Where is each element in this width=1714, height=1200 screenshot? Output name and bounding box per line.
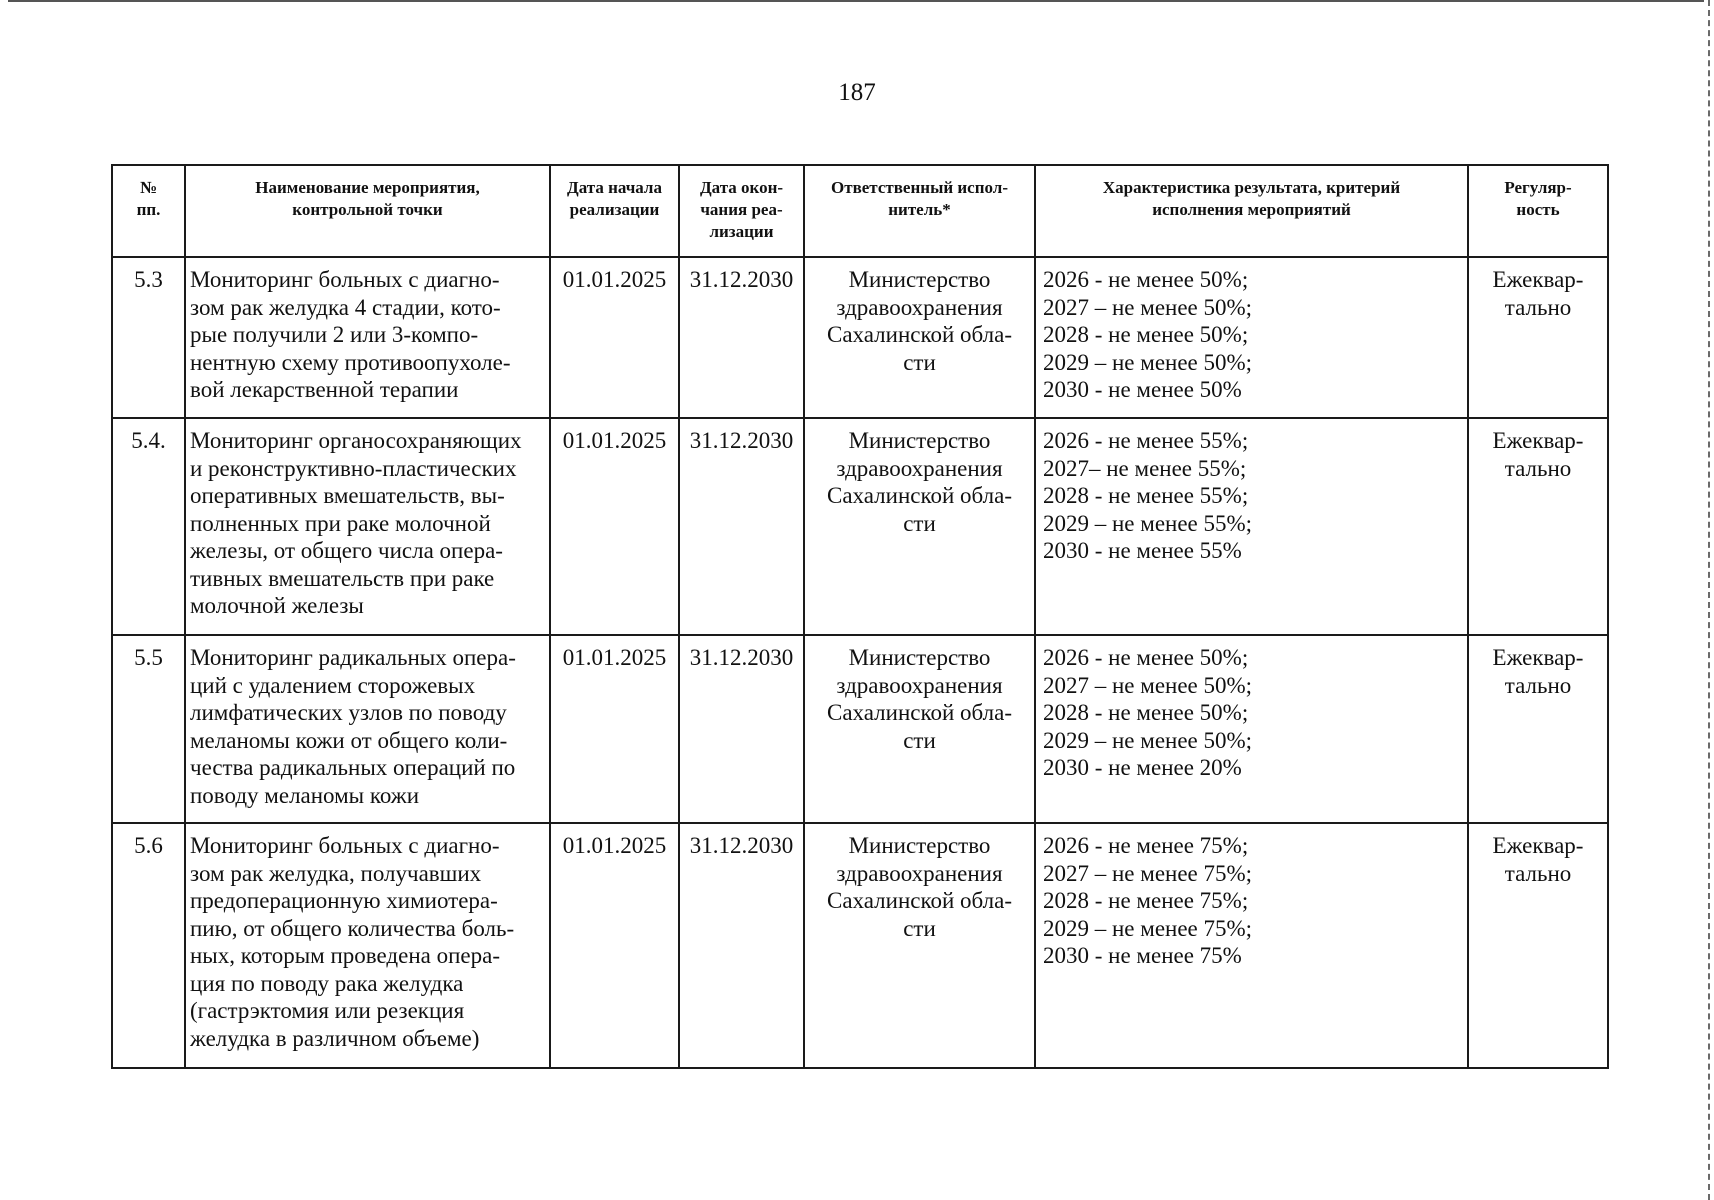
executor-line: сти — [903, 727, 936, 753]
start-date-cell — [550, 635, 679, 823]
result-line: 2028 - не менее 50%; — [1043, 322, 1249, 347]
executor-line: здравоохранения — [836, 860, 1003, 886]
regularity-line: Ежеквар- — [1492, 645, 1584, 670]
executor-line: здравоохранения — [836, 455, 1003, 481]
result-line: 2029 – не менее 50%; — [1043, 727, 1253, 753]
regularity-line: Ежеквар- — [1492, 833, 1584, 858]
table-row — [112, 823, 1608, 1068]
result-cell — [1035, 418, 1468, 635]
executor-line: Министерство — [848, 645, 991, 670]
table-row — [112, 418, 1608, 635]
regularity-cell — [1468, 418, 1608, 635]
measure-name-line: зом рак желудка, получавших — [190, 860, 482, 886]
executor-line: Сахалинской обла- — [827, 888, 1012, 913]
measure-name-line: полненных при раке молочной — [190, 510, 491, 536]
measure-name-line: желудка в различном объеме) — [190, 1025, 480, 1051]
end-date-cell — [679, 635, 804, 823]
header-name — [185, 165, 550, 257]
table-row — [112, 257, 1608, 418]
measure-name-line: железы, от общего числа опера- — [190, 538, 503, 563]
executor-line: здравоохранения — [836, 294, 1003, 320]
executor-line: сти — [903, 915, 936, 941]
header-executor-line: нитель* — [888, 200, 951, 220]
end-date: 31.12.2030 — [689, 428, 794, 453]
executor-line: здравоохранения — [836, 672, 1003, 698]
measure-name-line: (гастрэктомия или резекция — [190, 998, 465, 1023]
result-line: 2030 - не менее 50% — [1043, 377, 1242, 402]
header-result — [1035, 165, 1468, 257]
result-line: 2029 – не менее 55%; — [1043, 510, 1253, 536]
row-number: 5.3 — [134, 267, 163, 292]
result-line: 2027 – не менее 75%; — [1043, 860, 1253, 886]
header-executor-line: Ответственный испол- — [831, 178, 1008, 197]
start-date-cell — [550, 418, 679, 635]
result-line: 2028 - не менее 50%; — [1043, 700, 1249, 725]
regularity-line: тально — [1504, 860, 1572, 886]
regularity-line: тально — [1504, 672, 1572, 698]
result-cell — [1035, 823, 1468, 1068]
executor-line: Сахалинской обла- — [827, 700, 1012, 725]
start-date: 01.01.2025 — [562, 833, 667, 858]
measure-name-line: и реконструктивно-пластических — [190, 455, 517, 481]
result-line: 2027 – не менее 50%; — [1043, 672, 1253, 698]
measure-name-line: оперативных вмешательств, вы- — [190, 483, 505, 508]
row-number: 5.6 — [134, 833, 163, 858]
measure-name-line: ция по поводу рака желудка — [190, 970, 464, 996]
header-start-line: реализации — [569, 200, 660, 220]
regularity-line: тально — [1504, 294, 1572, 320]
executor-cell — [804, 257, 1035, 418]
result-line: 2029 – не менее 50%; — [1043, 349, 1253, 375]
executor-line: Министерство — [848, 428, 991, 453]
scan-edge-top — [8, 0, 1704, 2]
row-number-cell — [112, 823, 185, 1068]
end-date-cell — [679, 418, 804, 635]
end-date: 31.12.2030 — [689, 267, 794, 292]
header-name-line: Наименование мероприятия, — [255, 178, 480, 197]
result-cell — [1035, 257, 1468, 418]
measure-name-line: предоперационную химиотера- — [190, 888, 498, 913]
measure-name-line: Мониторинг больных с диагно- — [190, 833, 500, 858]
measure-name-line: молочной железы — [190, 593, 364, 618]
result-line: 2026 - не менее 75%; — [1043, 833, 1249, 858]
header-end-line: лизации — [709, 222, 774, 242]
end-date-cell — [679, 257, 804, 418]
regularity-line: Ежеквар- — [1492, 428, 1584, 453]
header-num — [112, 165, 185, 257]
result-line: 2028 - не менее 55%; — [1043, 483, 1249, 508]
measure-name-line: Мониторинг радикальных опера- — [190, 645, 516, 670]
regularity-cell — [1468, 823, 1608, 1068]
measure-name-line: лимфатических узлов по поводу — [190, 700, 507, 725]
measure-name-cell — [185, 257, 550, 418]
measure-name-line: нентную схему противоопухоле- — [190, 349, 511, 375]
executor-cell — [804, 823, 1035, 1068]
header-regularity — [1468, 165, 1608, 257]
start-date: 01.01.2025 — [562, 428, 667, 453]
result-line: 2027 – не менее 50%; — [1043, 294, 1253, 320]
row-number-cell — [112, 418, 185, 635]
result-line: 2028 - не менее 75%; — [1043, 888, 1249, 913]
regularity-line: Ежеквар- — [1492, 267, 1584, 292]
executor-line: Министерство — [848, 833, 991, 858]
executor-line: сти — [903, 510, 936, 536]
measure-name-line: меланомы кожи от общего коли- — [190, 727, 508, 753]
start-date: 01.01.2025 — [562, 645, 667, 670]
measure-name-line: ных, которым проведена опера- — [190, 943, 500, 968]
start-date: 01.01.2025 — [562, 267, 667, 292]
measure-name-cell — [185, 418, 550, 635]
measure-name-line: пию, от общего количества боль- — [190, 915, 515, 941]
executor-cell — [804, 635, 1035, 823]
measure-name-line: чества радикальных операций по — [190, 755, 516, 780]
header-name-line: контрольной точки — [292, 200, 443, 220]
header-executor — [804, 165, 1035, 257]
measure-name-line: ций с удалением сторожевых — [190, 672, 476, 698]
measures-table — [111, 164, 1609, 1069]
executor-line: Сахалинской обла- — [827, 322, 1012, 347]
end-date-cell — [679, 823, 804, 1068]
row-number-cell — [112, 635, 185, 823]
result-line: 2030 - не менее 55% — [1043, 538, 1242, 563]
scan-edge-right — [1708, 0, 1710, 1200]
executor-cell — [804, 418, 1035, 635]
measure-name-line: зом рак желудка 4 стадии, кото- — [190, 294, 501, 320]
row-number: 5.5 — [134, 645, 163, 670]
header-num-line: пп. — [136, 200, 161, 220]
result-line: 2027– не менее 55%; — [1043, 455, 1247, 481]
result-cell — [1035, 635, 1468, 823]
measure-name-line: вой лекарственной терапии — [190, 377, 459, 402]
header-num-line: № — [139, 178, 158, 197]
start-date-cell — [550, 257, 679, 418]
header-result-line: исполнения мероприятий — [1152, 200, 1351, 220]
header-regularity-line: Регуляр- — [1504, 178, 1572, 197]
executor-line: Министерство — [848, 267, 991, 292]
executor-line: сти — [903, 349, 936, 375]
regularity-cell — [1468, 635, 1608, 823]
header-end-date — [679, 165, 804, 257]
page-number: 187 — [838, 79, 876, 106]
measure-name-line: поводу меланомы кожи — [190, 782, 420, 808]
executor-line: Сахалинской обла- — [827, 483, 1012, 508]
result-line: 2026 - не менее 50%; — [1043, 267, 1249, 292]
measure-name-line: тивных вмешательств при раке — [190, 565, 495, 591]
row-number: 5.4. — [131, 428, 166, 453]
result-line: 2026 - не менее 55%; — [1043, 428, 1249, 453]
regularity-line: тально — [1504, 455, 1572, 481]
row-number-cell — [112, 257, 185, 418]
header-result-line: Характеристика результата, критерий — [1102, 178, 1401, 197]
table-body — [112, 257, 1608, 1068]
header-start-date — [550, 165, 679, 257]
result-line: 2029 – не менее 75%; — [1043, 915, 1253, 941]
header-end-line: чания реа- — [700, 200, 783, 220]
measure-name-cell — [185, 823, 550, 1068]
table-header-row — [112, 165, 1608, 257]
result-line: 2026 - не менее 50%; — [1043, 645, 1249, 670]
header-regularity-line: ность — [1516, 200, 1560, 220]
end-date: 31.12.2030 — [689, 833, 794, 858]
table-row — [112, 635, 1608, 823]
measure-name-cell — [185, 635, 550, 823]
measure-name-line: Мониторинг органосохраняющих — [190, 428, 522, 453]
header-start-line: Дата начала — [567, 178, 662, 197]
regularity-cell — [1468, 257, 1608, 418]
end-date: 31.12.2030 — [689, 645, 794, 670]
start-date-cell — [550, 823, 679, 1068]
result-line: 2030 - не менее 75% — [1043, 943, 1242, 968]
header-end-line: Дата окон- — [699, 178, 784, 197]
measure-name-line: рые получили 2 или 3-компо- — [190, 322, 479, 347]
result-line: 2030 - не менее 20% — [1043, 755, 1242, 780]
measure-name-line: Мониторинг больных с диагно- — [190, 267, 500, 292]
